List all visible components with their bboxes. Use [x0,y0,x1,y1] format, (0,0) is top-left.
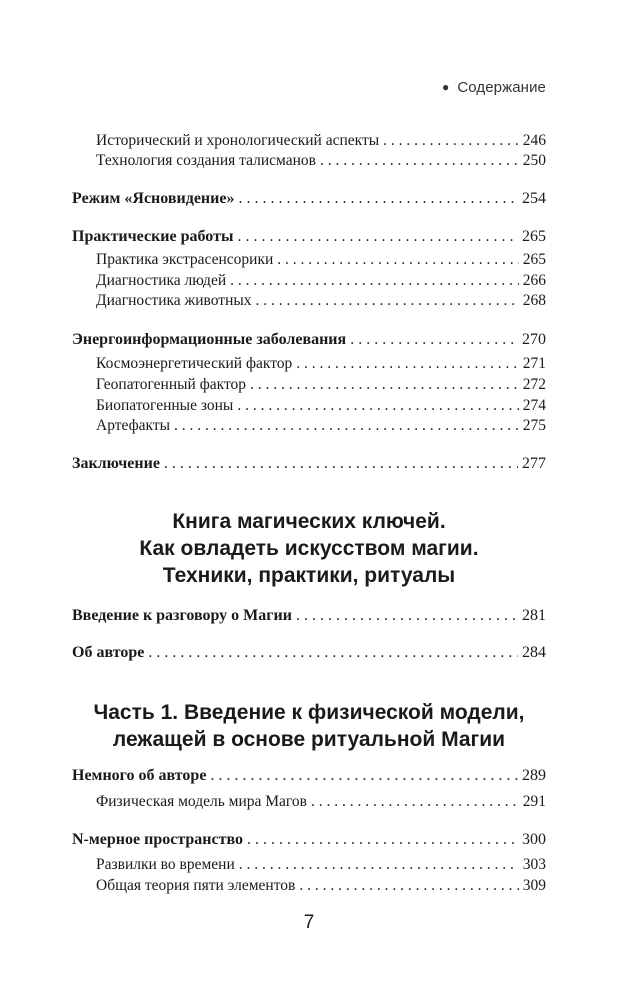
toc-entry-title: Космоэнергетический фактор [96,355,293,372]
toc-entry[interactable] [72,643,546,663]
toc-entry-title: Исторический и хронологический аспекты [96,132,380,149]
toc-entry-page: 275 [522,417,546,434]
toc-entry-page: 268 [522,292,546,309]
toc-entry[interactable] [96,416,546,436]
dot-leader [237,227,518,247]
toc-entry-title: Энергоинформационные заболевания [72,331,347,348]
toc-entry-title: Диагностика животных [96,292,252,309]
toc-entry[interactable] [72,454,546,474]
running-head [442,79,546,96]
page-number: 7 [303,912,315,933]
toc-entry-title: Заключение [72,455,160,472]
toc-entry-title: Диагностика людей [96,272,227,289]
toc-entry-page: 303 [522,856,546,873]
toc-entry-title: Введение к разговору о Магии [72,607,292,624]
dot-leader [350,330,518,350]
dot-leader [174,416,519,436]
toc-entry-page: 271 [522,355,546,372]
toc-entry[interactable] [96,375,546,395]
toc-entry-page: 254 [522,190,546,207]
toc-entry-title: Биопатогенные зоны [96,397,234,414]
dot-leader [296,354,518,374]
toc-entry-title: Артефакты [96,417,171,434]
toc-entry-title: Развилки во времени [96,856,235,873]
toc-entry[interactable] [96,354,546,374]
toc-entry-title: Общая теория пяти элементов [96,877,296,894]
dot-leader [238,189,518,209]
dot-leader [299,876,518,896]
toc-entry-title: Технология создания талисманов [96,152,316,169]
toc-entry-title: Геопатогенный фактор [96,376,247,393]
toc-entry-page: 250 [522,152,546,169]
toc-entry[interactable] [96,855,546,875]
bullet-icon: ● [441,80,450,94]
dot-leader [148,643,518,663]
toc-entry-title: Немного об авторе [72,767,207,784]
dot-leader [311,792,519,812]
dot-leader [239,855,519,875]
dot-leader [247,830,518,850]
toc-entry-title: Режим «Ясновидение» [72,190,235,207]
toc-entry[interactable] [96,291,546,311]
dot-leader [230,271,519,291]
toc-entry-page: 281 [522,607,546,624]
dot-leader [164,454,518,474]
toc-entry-page: 270 [522,331,546,348]
toc-entry-title: Практика экстрасенсорики [96,251,274,268]
book-heading-line: Техники, практики, ритуалы [162,564,456,587]
toc-entry[interactable] [72,766,546,786]
toc-entry-title: Физическая модель мира Магов [96,793,307,810]
book-heading [0,508,618,589]
toc-entry[interactable] [72,189,546,209]
toc-entry-page: 272 [522,376,546,393]
toc-entry-page: 289 [522,767,546,784]
toc-entry-title: Практические работы [72,228,234,245]
toc-entry[interactable] [96,876,546,896]
toc-entry[interactable] [96,131,546,151]
part-heading-line: Часть 1. Введение к физической модели, [93,701,525,724]
dot-leader [277,250,518,270]
toc-entry[interactable] [96,250,546,270]
book-heading-line: Книга магических ключей. [172,510,446,533]
toc-entry[interactable] [72,830,546,850]
part-heading [0,699,618,753]
dot-leader [237,396,518,416]
toc-entry-page: 246 [522,132,546,149]
toc-entry-page: 265 [522,228,546,245]
toc-entry-page: 300 [522,831,546,848]
toc-entry[interactable] [72,606,546,626]
part-heading-line: лежащей в основе ритуальной Магии [112,728,506,751]
dot-leader [256,291,519,311]
dot-leader [296,606,518,626]
toc-entry-page: 277 [522,455,546,472]
toc-entry-page: 291 [522,793,546,810]
toc-entry-page: 266 [522,272,546,289]
running-head-title: Содержание [457,79,546,96]
toc-entry[interactable] [96,792,546,812]
dot-leader [250,375,519,395]
toc-entry-page: 274 [522,397,546,414]
toc-entry[interactable] [96,271,546,291]
dot-leader [320,151,519,171]
dot-leader [383,131,519,151]
toc-entry[interactable] [72,330,546,350]
toc-entry[interactable] [72,227,546,247]
toc-entry-page: 309 [522,877,546,894]
dot-leader [210,766,518,786]
toc-entry-page: 265 [522,251,546,268]
book-heading-line: Как овладеть искусством магии. [139,537,479,560]
toc-entry[interactable] [96,396,546,416]
toc-entry-title: Об авторе [72,644,145,661]
toc-entry-title: N-мерное пространство [72,831,243,848]
toc-entry[interactable] [96,151,546,171]
toc-entry-page: 284 [522,644,546,661]
